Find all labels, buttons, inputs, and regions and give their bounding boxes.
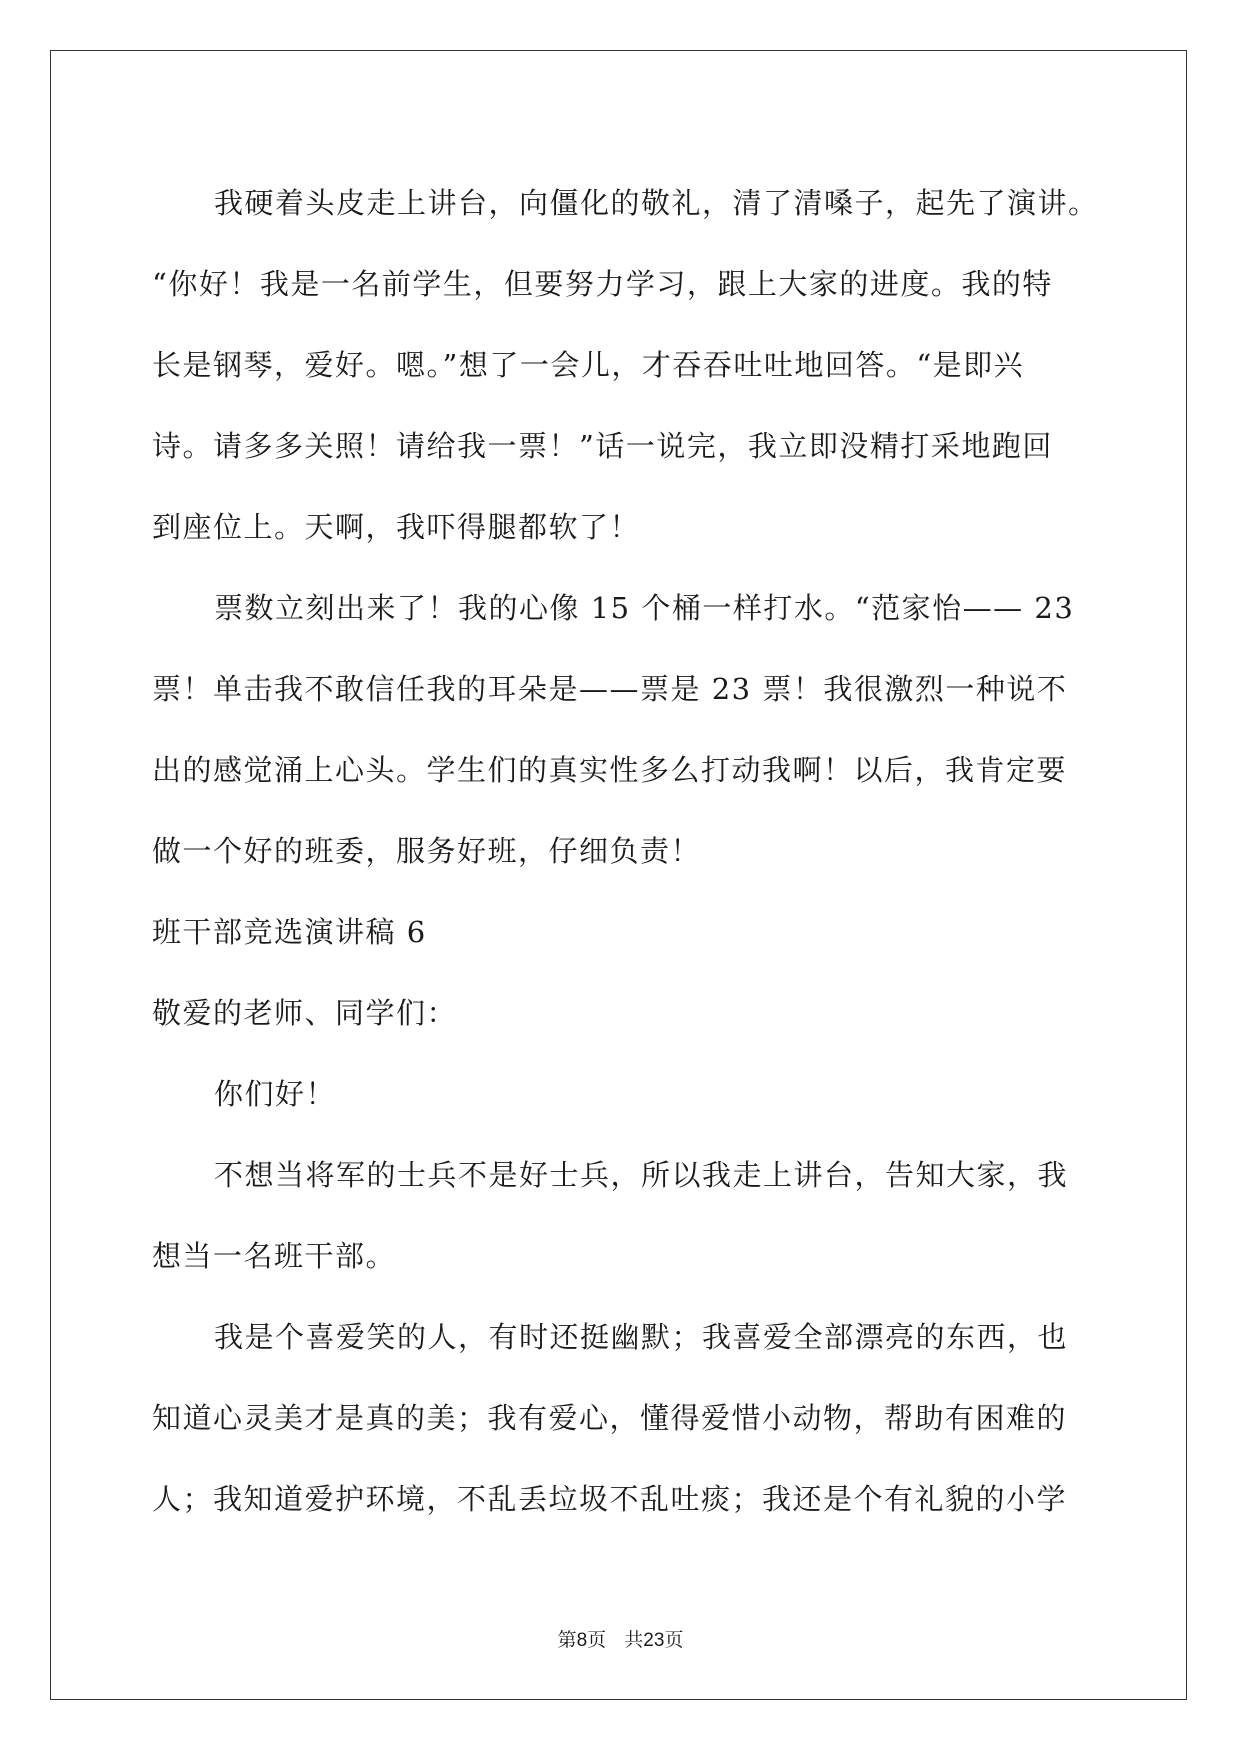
section-heading: 班干部竞选演讲稿 6	[152, 915, 427, 949]
text-line: 票数立刻出来了！我的心像 15 个桶一样打水。“范家怡—— 23	[214, 591, 1075, 625]
text-line: 我硬着头皮走上讲台，向僵化的敬礼，清了清嗓子，起先了演讲。	[214, 186, 1099, 220]
text-line: 做一个好的班委，服务好班，仔细负责！	[152, 834, 702, 868]
document-body	[152, 163, 1099, 1540]
footer-prefix: 第	[557, 1629, 577, 1651]
text-line: 长是钢琴，爱好。嗯。”想了一会儿，才吞吞吐吐地回答。“是即兴	[152, 348, 1025, 382]
text-line: 不想当将军的士兵不是好士兵，所以我走上讲台，告知大家，我	[214, 1158, 1069, 1192]
footer-page-suffix: 页	[587, 1629, 607, 1651]
text-line: 人；我知道爱护环境，不乱丢垃圾不乱吐痰；我还是个有礼貌的小学	[152, 1482, 1068, 1516]
total-pages: 23	[643, 1630, 665, 1651]
text-line: 我是个喜爱笑的人，有时还挺幽默；我喜爱全部漂亮的东西，也	[214, 1320, 1069, 1354]
footer-total-prefix: 共	[624, 1629, 644, 1651]
text-line: 到座位上。天啊，我吓得腿都软了！	[152, 510, 641, 544]
greeting: 你们好！	[214, 1077, 337, 1111]
text-line: 知道心灵美才是真的美；我有爱心，懂得爱惜小动物，帮助有困难的	[152, 1401, 1068, 1435]
text-line: 出的感觉涌上心头。学生们的真实性多么打动我啊！以后，我肯定要	[152, 753, 1068, 787]
text-line: 想当一名班干部。	[152, 1239, 397, 1273]
text-line: 诗。请多多关照！请给我一票！”话一说完，我立即没精打采地跑回	[152, 429, 1053, 463]
text-line: 票！单击我不敢信任我的耳朵是——票是 23 票！我很激烈一种说不	[152, 672, 1068, 706]
text-line: “你好！我是一名前学生，但要努力学习，跟上大家的进度。我的特	[152, 267, 1053, 301]
salutation: 敬爱的老师、同学们：	[152, 996, 458, 1030]
page-number: 8	[576, 1630, 588, 1651]
page-footer	[0, 1625, 1241, 1652]
footer-total-suffix: 页	[664, 1629, 684, 1651]
